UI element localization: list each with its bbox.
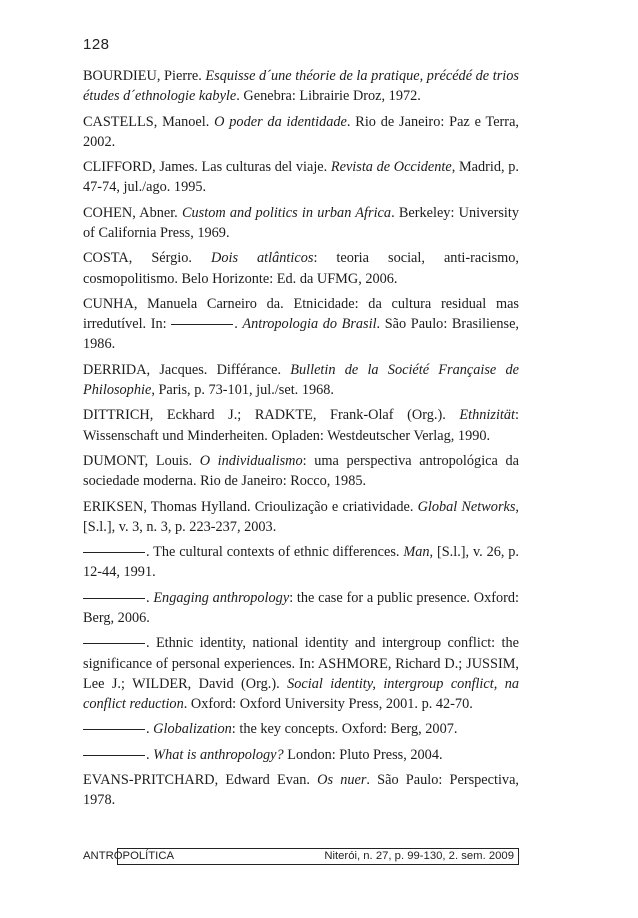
- reference-text: DITTRICH, Eckhard J.; RADKTE, Frank-Olaf (Org.).: [83, 407, 460, 424]
- reference-text: . São Paulo: Brasiliense, 1986.: [83, 316, 519, 353]
- reference-text: COHEN, Abner.: [83, 204, 182, 221]
- reference-text: .: [146, 589, 154, 606]
- reference-text: .: [234, 316, 243, 333]
- reference-text: DUMONT, Louis.: [83, 452, 200, 469]
- reference-entry: [83, 203, 519, 243]
- reference-entry: [83, 66, 519, 106]
- issue-info: Niterói, n. 27, p. 99-130, 2. sem. 2009: [324, 850, 514, 862]
- reference-entry: [83, 360, 519, 400]
- reference-entry: [83, 542, 519, 582]
- reference-entry: [83, 770, 519, 810]
- reference-text: , Paris, p. 73-101, jul./set. 1968.: [151, 381, 334, 398]
- reference-text: : Wissenschaft und Minderheiten. Opladen: Westdeutscher Verlag, 1990.: [83, 407, 519, 444]
- reference-text: CASTELLS, Manoel.: [83, 113, 215, 130]
- journal-name: ANTROPOLÍTICA: [83, 850, 175, 862]
- reference-text: CUNHA, Manuela Carneiro da. Etnicidade: da cultura residual mas irredutível. In:: [83, 295, 519, 333]
- reference-entry: [83, 248, 519, 288]
- reference-title: Man: [403, 544, 430, 561]
- reference-text: . Oxford: Oxford University Press, 2001. p. 42-70.: [183, 695, 473, 712]
- reference-entry: [83, 633, 519, 714]
- page-footer: [83, 848, 519, 864]
- reference-title: Bulletin de la Société Française de Philosophie: [83, 361, 519, 398]
- reference-text: COSTA, Sérgio.: [83, 250, 211, 267]
- reference-text: . Rio de Janeiro: Paz e Terra, 2002.: [83, 113, 519, 150]
- reference-text: EVANS-PRITCHARD, Edward Evan.: [83, 772, 318, 789]
- reference-entry: [83, 112, 519, 152]
- repeated-author-dash: [83, 552, 145, 553]
- reference-title: Ethnizität: [459, 407, 516, 424]
- reference-title: What is anthropology?: [153, 746, 284, 763]
- reference-text: .: [146, 721, 154, 738]
- repeated-author-dash: [83, 643, 145, 644]
- reference-title: Engaging anthropology: [153, 589, 290, 606]
- reference-title: Os nuer: [317, 772, 367, 789]
- reference-entry: [83, 405, 519, 445]
- reference-title: Antropologia do Brasil: [242, 316, 377, 333]
- reference-entry: [83, 719, 519, 739]
- reference-text: : teoria social, anti-racismo, cosmopolitismo. Belo Horizonte: Ed. da UFMG, 2006.: [83, 250, 519, 287]
- repeated-author-dash: [83, 755, 145, 756]
- reference-text: . The cultural contexts of ethnic differences.: [146, 544, 404, 561]
- reference-text: CLIFFORD, James. Las culturas del viaje.: [83, 159, 331, 176]
- reference-title: Esquisse d´une théorie de la pratique, précédé de trios études d´ethnologie kabyle: [83, 68, 519, 105]
- reference-text: , [S.l.], v. 3, n. 3, p. 223-237, 2003.: [83, 498, 519, 535]
- reference-text: : the key concepts. Oxford: Berg, 2007.: [231, 721, 458, 738]
- reference-title: Global Networks: [417, 498, 516, 515]
- page-number: 128: [83, 36, 110, 53]
- reference-entry: [83, 745, 519, 765]
- reference-text: . São Paulo: Perspectiva, 1978.: [83, 772, 519, 809]
- reference-text: : uma perspectiva antropológica da sociedade moderna. Rio de Janeiro: Rocco, 1985.: [83, 452, 519, 490]
- reference-title: Dois atlânticos: [211, 250, 314, 267]
- reference-list: [83, 66, 519, 816]
- reference-text: : the case for a public presence. Oxford: Berg, 2006.: [83, 589, 520, 626]
- repeated-author-dash: [171, 324, 233, 325]
- reference-title: Globalization: [153, 721, 232, 738]
- repeated-author-dash: [83, 729, 145, 730]
- reference-entry: [83, 157, 519, 197]
- reference-text: DERRIDA, Jacques. Différance.: [83, 361, 291, 378]
- reference-text: , [S.l.], v. 26, p. 12-44, 1991.: [83, 544, 519, 581]
- reference-title: O individualismo: [199, 452, 303, 469]
- repeated-author-dash: [83, 598, 145, 599]
- reference-entry: [83, 497, 519, 537]
- reference-text: .: [146, 746, 154, 763]
- reference-title: O poder da identidade: [214, 113, 347, 130]
- reference-entry: [83, 294, 519, 355]
- reference-text: . Genebra: Librairie Droz, 1972.: [236, 88, 421, 105]
- reference-text: . Ethnic identity, national identity and intergroup conflict: the significance of personal experiences. In: ASHMORE, Richard D.; JUSSIM, Lee J.; WILDER, David (Org.).: [83, 635, 519, 692]
- reference-entry: [83, 588, 519, 628]
- reference-text: BOURDIEU, Pierre.: [83, 68, 206, 84]
- reference-entry: [83, 451, 519, 491]
- reference-title: Social identity, intergroup conflict, na conflict reduction: [83, 675, 519, 712]
- reference-text: , Madrid, p. 47-74, jul./ago. 1995.: [83, 159, 519, 196]
- reference-title: Custom and politics in urban Africa: [181, 204, 392, 221]
- reference-text: London: Pluto Press, 2004.: [283, 746, 443, 763]
- reference-title: Revista de Occidente: [330, 159, 452, 176]
- reference-text: ERIKSEN, Thomas Hylland. Crioulização e criatividade.: [83, 498, 418, 515]
- reference-text: . Berkeley: University of California Press, 1969.: [83, 204, 519, 241]
